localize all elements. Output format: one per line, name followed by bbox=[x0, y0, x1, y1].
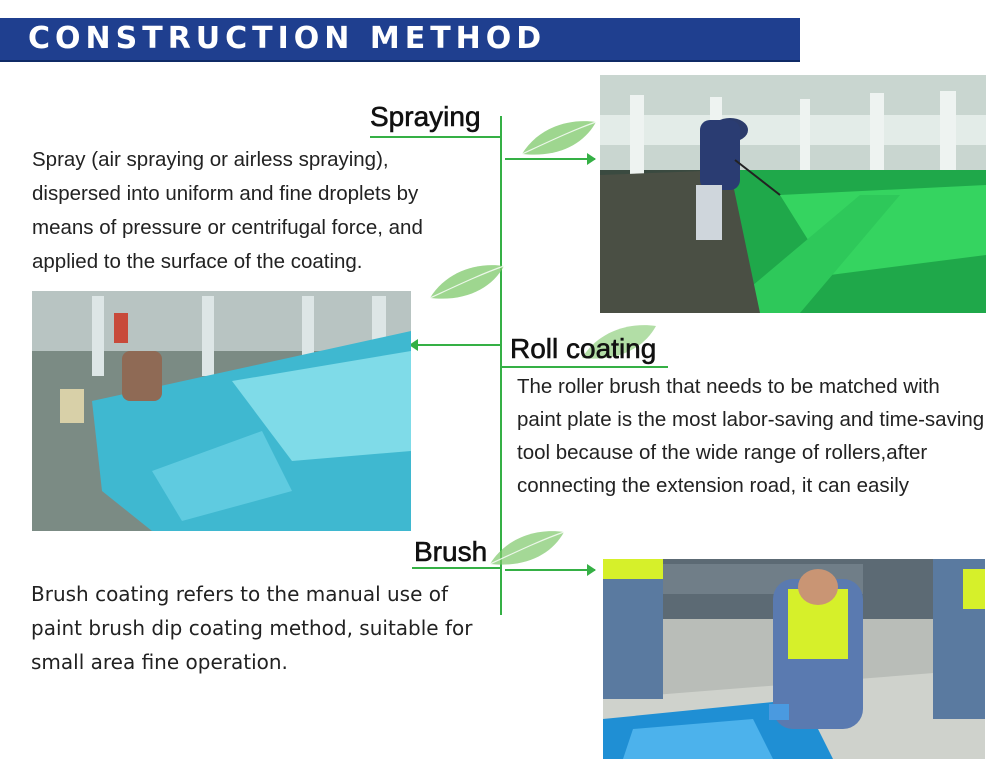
roll-coating-underline bbox=[500, 366, 668, 368]
leaf-icon bbox=[486, 528, 566, 568]
title-banner bbox=[0, 18, 800, 62]
brush-description: Brush coating refers to the manual use of paint brush dip coating method, suitable for small area fine operation. bbox=[31, 582, 473, 674]
spraying-underline bbox=[370, 136, 502, 138]
roll-coating-description: The roller brush that needs to be matched with paint plate is the most labor-saving and time-saving tool because of the wide range of rollers,after connecting the extension road, it can easily bbox=[517, 375, 985, 497]
brush-photo bbox=[603, 559, 985, 759]
arrow-left-icon bbox=[410, 344, 500, 346]
leaf-icon bbox=[518, 118, 598, 158]
roll-coating-heading: Roll coating bbox=[510, 333, 657, 364]
brush-heading: Brush bbox=[414, 536, 488, 567]
spraying-heading: Spraying bbox=[370, 101, 481, 132]
spraying-photo bbox=[600, 75, 986, 313]
arrow-right-icon bbox=[505, 158, 595, 160]
arrow-right-icon bbox=[505, 569, 595, 571]
spraying-description: Spray (air spraying or airless spraying), dispersed into uniform and fine droplets by means of pressure or centrifugal force, and applied to the surface of the coating. bbox=[32, 148, 423, 273]
page-title: CONSTRUCTION METHOD bbox=[28, 21, 547, 56]
roll-coating-photo bbox=[32, 291, 411, 531]
